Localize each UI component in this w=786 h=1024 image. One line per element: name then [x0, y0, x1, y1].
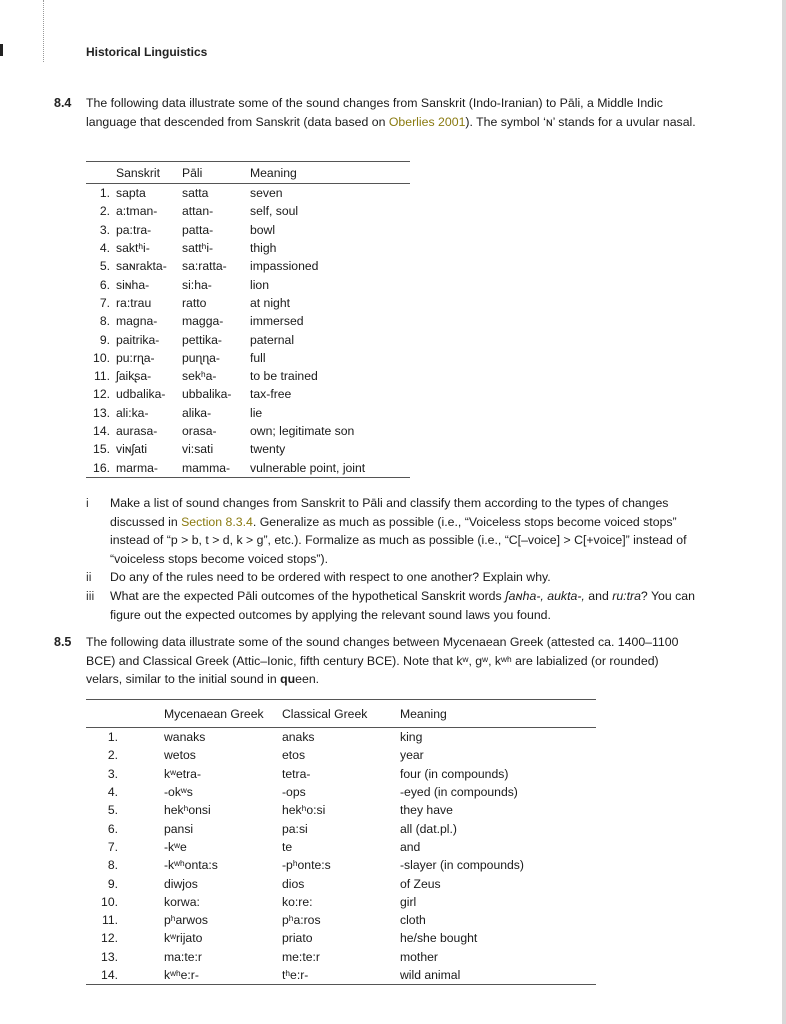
table-cell: dios	[282, 876, 305, 891]
italic-words: ru:tra	[612, 588, 641, 603]
question-text: Do any of the rules need to be ordered with respect to one another? Explain why.	[110, 570, 551, 585]
table-cell: sattʰi-	[182, 241, 214, 256]
row-number: 12.	[101, 931, 118, 946]
intro-text: The following data illustrate some of the sound changes between Mycenaean Greek (attested ca. 1400–1100 BCE) and Classical Greek (Attic–Ionic, fifth century BCE). Note that kʷ, gʷ, kʷʰ are labialized (or rounded) velars, similar to the initial sound in	[86, 635, 679, 687]
table-cell: pansi	[164, 821, 194, 836]
row-number: 10.	[101, 894, 118, 909]
table-cell: sa:ratta-	[182, 259, 227, 274]
table-header-row	[86, 162, 410, 184]
table-cell: -kʷʰonta:s	[164, 858, 218, 873]
exercise-8-4-questions	[86, 494, 698, 624]
row-number: 2.	[99, 204, 110, 219]
table-header-row	[86, 700, 596, 728]
question-i	[86, 494, 698, 568]
table-row	[86, 458, 410, 477]
table-cell: ubbalika-	[182, 387, 232, 402]
table-row	[86, 404, 410, 422]
row-number: 14.	[93, 424, 110, 438]
table-row	[86, 367, 410, 385]
table-cell: seven	[250, 186, 283, 201]
table-cell: ko:re:	[282, 894, 313, 909]
table-cell: pa:si	[282, 821, 308, 836]
table-cell: kʷetra-	[164, 766, 202, 781]
table-row	[86, 948, 596, 966]
table-cell: hekʰonsi	[164, 803, 211, 818]
table-cell: -kʷe	[164, 839, 187, 854]
page-gutter-line	[43, 0, 44, 62]
table-row	[86, 239, 410, 257]
citation-link[interactable]: Oberlies 2001	[388, 114, 466, 129]
table-cell: full	[250, 350, 266, 365]
table-row	[86, 312, 410, 330]
row-number: 7.	[99, 295, 110, 310]
row-number: 5.	[99, 259, 110, 274]
table-cell: anaks	[282, 730, 315, 745]
table-cell: puɳɳa-	[182, 350, 220, 365]
table-cell: hekʰo:si	[282, 803, 326, 818]
row-number: 6.	[99, 277, 110, 292]
table-row	[86, 728, 596, 747]
row-number: 4.	[107, 785, 118, 800]
table-cell: -ops	[282, 785, 306, 800]
intro-text: ). The symbol ‘ɴ’ stands for a uvular nasal.	[465, 114, 696, 129]
row-number: 1.	[99, 186, 110, 201]
row-number: 9.	[107, 876, 118, 891]
table-cell: patta-	[182, 222, 214, 237]
row-number: 6.	[107, 821, 118, 836]
table-cell: sapta	[116, 186, 146, 201]
row-number: 16.	[93, 460, 110, 475]
table-cell: orasa-	[182, 424, 217, 438]
table-cell: mother	[400, 949, 438, 964]
table-cell: marma-	[116, 460, 158, 475]
table-cell: self, soul	[250, 204, 299, 219]
question-text: Make a list of sound changes from Sanskrit to Pāli and classify them according to the types of changes discussed in	[110, 496, 669, 529]
row-number: 7.	[107, 839, 118, 854]
page-right-edge	[782, 0, 786, 1024]
question-text: ? You can figure out the expected outcomes by applying the relevant sound laws you found.	[110, 588, 695, 622]
table-cell: girl	[400, 894, 417, 909]
table-row	[86, 929, 596, 947]
table-cell: ali:ka-	[116, 405, 149, 420]
sanskrit-pali-table	[86, 161, 410, 478]
row-number: 8.	[99, 314, 110, 329]
table-row	[86, 801, 596, 819]
table-cell: ratto	[182, 295, 207, 310]
row-number: 9.	[99, 332, 110, 347]
table-cell: -pʰonte:s	[282, 858, 331, 873]
table-cell: magga-	[182, 314, 224, 329]
row-number: 13.	[101, 949, 118, 964]
table-cell: own; legitimate son	[250, 424, 355, 438]
exercise-8-4-intro	[86, 94, 696, 131]
page-edge-mark	[0, 44, 3, 56]
table-row	[86, 911, 596, 929]
table-cell: paternal	[250, 332, 295, 347]
row-number: 12.	[93, 387, 110, 402]
table-cell: -okʷs	[164, 785, 193, 800]
table-cell: bowl	[250, 222, 276, 237]
table-cell: pʰa:ros	[282, 913, 321, 928]
row-number: 2.	[107, 748, 118, 763]
table-cell: he/she bought	[400, 931, 478, 946]
table-cell: etos	[282, 748, 306, 763]
table-cell: viɴʃati	[116, 442, 148, 457]
exercise-8-4-number: 8.4	[54, 96, 72, 110]
italic-words: ʃaɴha-, aukta-,	[505, 588, 585, 603]
table-cell: pa:tra-	[116, 222, 152, 237]
table-body	[86, 728, 596, 985]
table-row	[86, 819, 596, 837]
row-number: 3.	[107, 766, 118, 781]
table-cell: a:tman-	[116, 204, 158, 219]
table-cell: cloth	[400, 913, 426, 928]
table-row	[86, 765, 596, 783]
table-cell: lie	[250, 405, 263, 420]
question-text: What are the expected Pāli outcomes of the hypothetical Sanskrit words	[110, 588, 506, 603]
table-cell: paitrika-	[116, 332, 160, 347]
table-cell: lion	[250, 277, 269, 292]
table-cell: tetra-	[282, 766, 311, 781]
table-row	[86, 385, 410, 403]
question-iii	[86, 587, 698, 624]
table-cell: attan-	[182, 204, 214, 219]
header-cell: Meaning	[250, 162, 410, 184]
exercise-8-5-intro	[86, 633, 696, 689]
table-cell: ra:trau	[116, 295, 152, 310]
question-number: ii	[86, 570, 92, 585]
table-cell: alika-	[182, 405, 212, 420]
table-cell: of Zeus	[400, 876, 441, 891]
table-row	[86, 422, 410, 440]
table-cell: wetos	[164, 748, 196, 763]
table-row	[86, 783, 596, 801]
table-cell: korwa:	[164, 894, 200, 909]
table-row	[86, 184, 410, 203]
row-number: 13.	[93, 405, 110, 420]
table-cell: magna-	[116, 314, 158, 329]
table-cell: thigh	[250, 241, 277, 256]
table-cell: diwjos	[164, 876, 198, 891]
table-cell: pʰarwos	[164, 913, 208, 928]
table-cell: four (in compounds)	[400, 766, 509, 781]
header-cell: Mycenaean Greek	[164, 700, 282, 728]
mycenaean-classical-table	[86, 699, 596, 985]
table-row	[86, 838, 596, 856]
bold-text: qu	[280, 672, 296, 687]
table-cell: saktʰi-	[116, 241, 150, 256]
table-row	[86, 893, 596, 911]
row-number: 4.	[99, 241, 110, 256]
table-cell: all (dat.pl.)	[400, 821, 457, 836]
row-number: 10.	[93, 350, 110, 365]
row-number: 3.	[99, 222, 110, 237]
row-number: 5.	[107, 803, 118, 818]
table-cell: at night	[250, 295, 290, 310]
header-cell: Pāli	[182, 162, 250, 184]
header-cell	[86, 162, 116, 184]
table-cell: -slayer (in compounds)	[400, 858, 524, 873]
table-cell: si:ha-	[182, 277, 212, 292]
table-cell: mamma-	[182, 460, 231, 475]
table-cell: twenty	[250, 442, 286, 457]
header-cell: Sanskrit	[116, 162, 182, 184]
row-number: 15.	[93, 442, 110, 457]
table-cell: priato	[282, 931, 313, 946]
table-cell: vulnerable point, joint	[250, 460, 366, 475]
running-head: Historical Linguistics	[86, 45, 208, 59]
table-cell: pu:rɳa-	[116, 350, 155, 365]
table-body	[86, 184, 410, 478]
row-number: 1.	[107, 730, 118, 745]
table-cell: vi:sati	[182, 442, 214, 457]
table-row	[86, 294, 410, 312]
row-number: 11.	[93, 369, 110, 384]
table-row	[86, 874, 596, 892]
header-cell: Meaning	[400, 700, 596, 728]
table-cell: kʷrijato	[164, 931, 203, 946]
table-cell: wild animal	[400, 968, 461, 982]
table-cell: saɴrakta-	[116, 259, 167, 274]
table-cell: they have	[400, 803, 453, 818]
table-cell: me:te:r	[282, 949, 320, 964]
table-row	[86, 257, 410, 275]
table-row	[86, 349, 410, 367]
table-row	[86, 440, 410, 458]
table-cell: tax-free	[250, 387, 292, 402]
table-row	[86, 275, 410, 293]
table-cell: satta	[182, 186, 209, 201]
table-cell: te	[282, 839, 293, 854]
table-row	[86, 746, 596, 764]
table-row	[86, 330, 410, 348]
table-cell: king	[400, 730, 423, 745]
table-row	[86, 856, 596, 874]
section-link[interactable]: Section 8.3.4	[181, 514, 253, 529]
table-cell: -eyed (in compounds)	[400, 785, 518, 800]
table-cell: to be trained	[250, 369, 318, 384]
table-cell: siɴha-	[116, 277, 150, 292]
question-number: iii	[86, 588, 95, 603]
row-number: 8.	[107, 858, 118, 873]
table-cell: ʃaikʂa-	[116, 369, 152, 384]
row-number: 14.	[101, 968, 118, 982]
question-text: . Generalize as much as possible (i.e., “Voiceless stops become voiced stops” instead of “p > b, t > d, k > g”, etc.). Formalize as much as possible (i.e., “C[–voice] > C[+voice]” instead of “voiceless stops become voiced stops”).	[110, 514, 687, 566]
table-cell: aurasa-	[116, 424, 158, 438]
table-cell: immersed	[250, 314, 304, 329]
question-text: and	[584, 588, 613, 603]
header-cell	[86, 700, 164, 728]
row-number: 11.	[101, 913, 118, 928]
table-cell: tʰe:r-	[282, 968, 309, 982]
intro-text: The following data illustrate some of the sound changes from Sanskrit (Indo-Iranian) to Pāli, a Middle Indic language that descended from Sanskrit (data based on	[86, 96, 663, 129]
table-cell: udbalika-	[116, 387, 166, 402]
exercise-8-5-number: 8.5	[54, 635, 72, 649]
table-cell: sekʰa-	[182, 369, 217, 384]
table-cell: pettika-	[182, 332, 222, 347]
header-cell: Classical Greek	[282, 700, 400, 728]
table-cell: ma:te:r	[164, 949, 202, 964]
question-ii	[86, 568, 698, 587]
question-number: i	[86, 496, 89, 510]
table-cell: year	[400, 748, 424, 763]
table-row	[86, 202, 410, 220]
table-row	[86, 966, 596, 985]
table-cell: impassioned	[250, 259, 319, 274]
table-cell: wanaks	[164, 730, 206, 745]
intro-text: een.	[295, 672, 320, 687]
table-cell: and	[400, 839, 421, 854]
table-row	[86, 221, 410, 239]
table-cell: kʷʰe:r-	[164, 968, 199, 982]
